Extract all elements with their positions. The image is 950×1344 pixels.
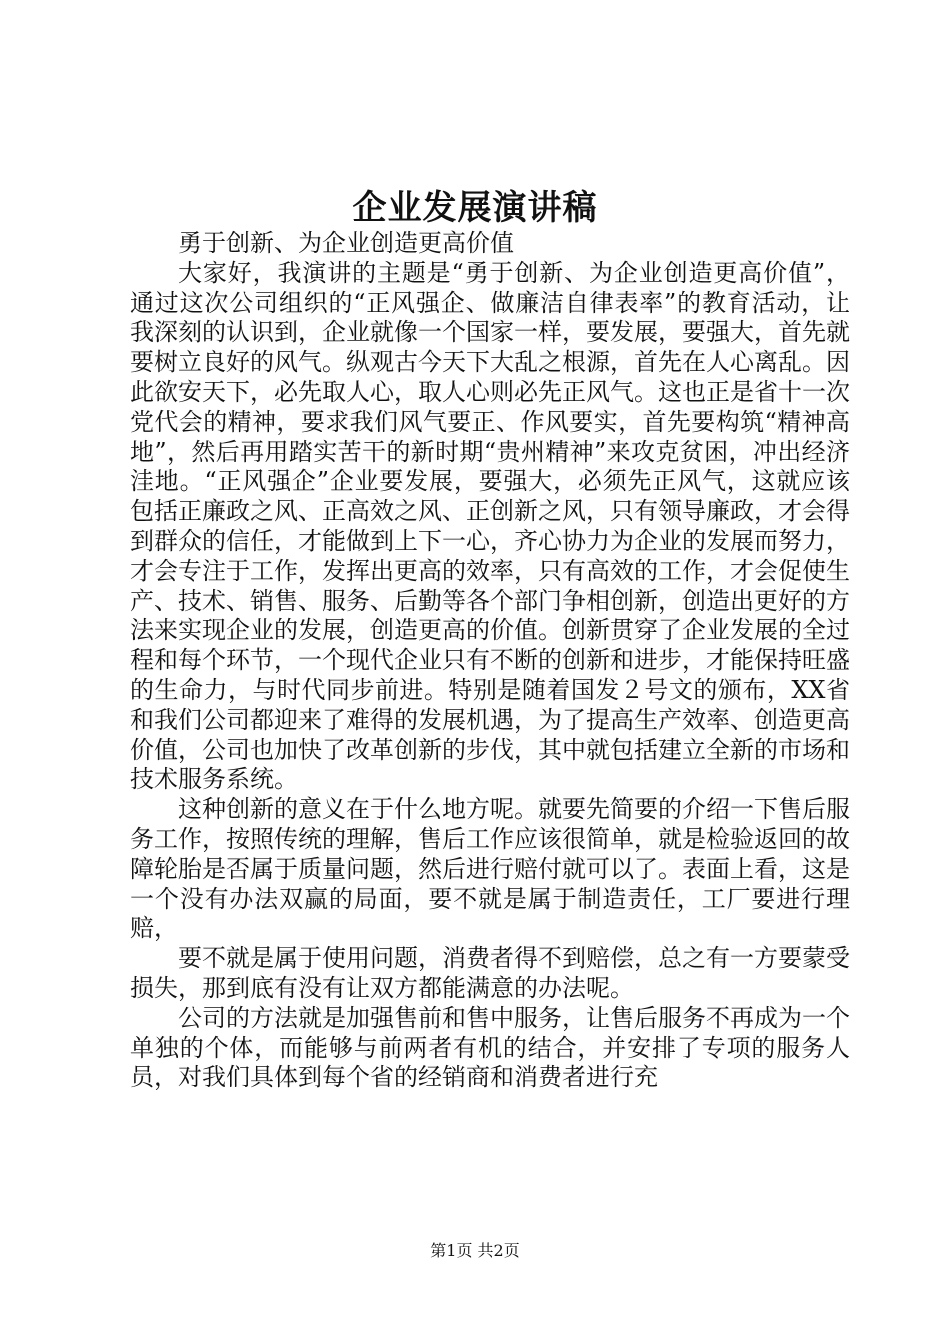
document-body (130, 229, 850, 1093)
paragraph-1: 大家好，我演讲的主题是“勇于创新、为企业创造更高价值”，通过这次公司组织的“正风强企、做廉洁自律表率”的教育活动，让我深刻的认识到，企业就像一个国家一样，要发展，要强大，首先就要树立良好的风气。纵观古今天下大乱之根源，首先在人心离乱。因此欲安天下，必先取人心，取人心则必先正风气。这也正是省十一次党代会的精神，要求我们风气要正、作风要实，首先要构筑“精神高地”，然后再用踏实苦干的新时期“贵州精神”来攻克贫困，冲出经济洼地。“正风强企”企业要发展，要强大，必须先正风气，这就应该包括正廉政之风、正高效之风、正创新之风，只有领导廉政，才会得到群众的信任，才能做到上下一心，齐心协力为企业的发展而努力，才会专注于工作，发挥出更高的效率，只有高效的工作，才会促使生产、技术、销售、服务、后勤等各个部门争相创新，创造出更好的方法来实现企业的发展，创造更高的价值。创新贯穿了企业发展的全过程和每个环节，一个现代企业只有不断的创新和进步，才能保持旺盛的生命力，与时代同步前进。特别是随着国发２号文的颁布，XX省和我们公司都迎来了难得的发展机遇，为了提高生产效率、创造更高价值，公司也加快了改革创新的步伐，其中就包括建立全新的市场和技术服务系统。 (130, 258, 850, 794)
paragraph-3: 要不就是属于使用问题，消费者得不到赔偿，总之有一方要蒙受损失，那到底有没有让双方都能满意的办法呢。 (130, 944, 850, 1002)
page-footer: 第1页 共2页 (430, 1241, 520, 1260)
document-title: 企业发展演讲稿 (352, 188, 598, 228)
document-subtitle: 勇于创新、为企业创造更高价值 (178, 229, 514, 257)
paragraph-2: 这种创新的意义在于什么地方呢。就要先简要的介绍一下售后服务工作，按照传统的理解，售后工作应该很简单，就是检验返回的故障轮胎是否属于质量问题，然后进行赔付就可以了。表面上看，这是一个没有办法双赢的局面，要不就是属于制造责任，工厂要进行理赔， (130, 795, 850, 943)
paragraph-4: 公司的方法就是加强售前和售中服务，让售后服务不再成为一个单独的个体，而能够与前两者有机的结合，并安排了专项的服务人员，对我们具体到每个省的经销商和消费者进行充 (130, 1003, 850, 1092)
